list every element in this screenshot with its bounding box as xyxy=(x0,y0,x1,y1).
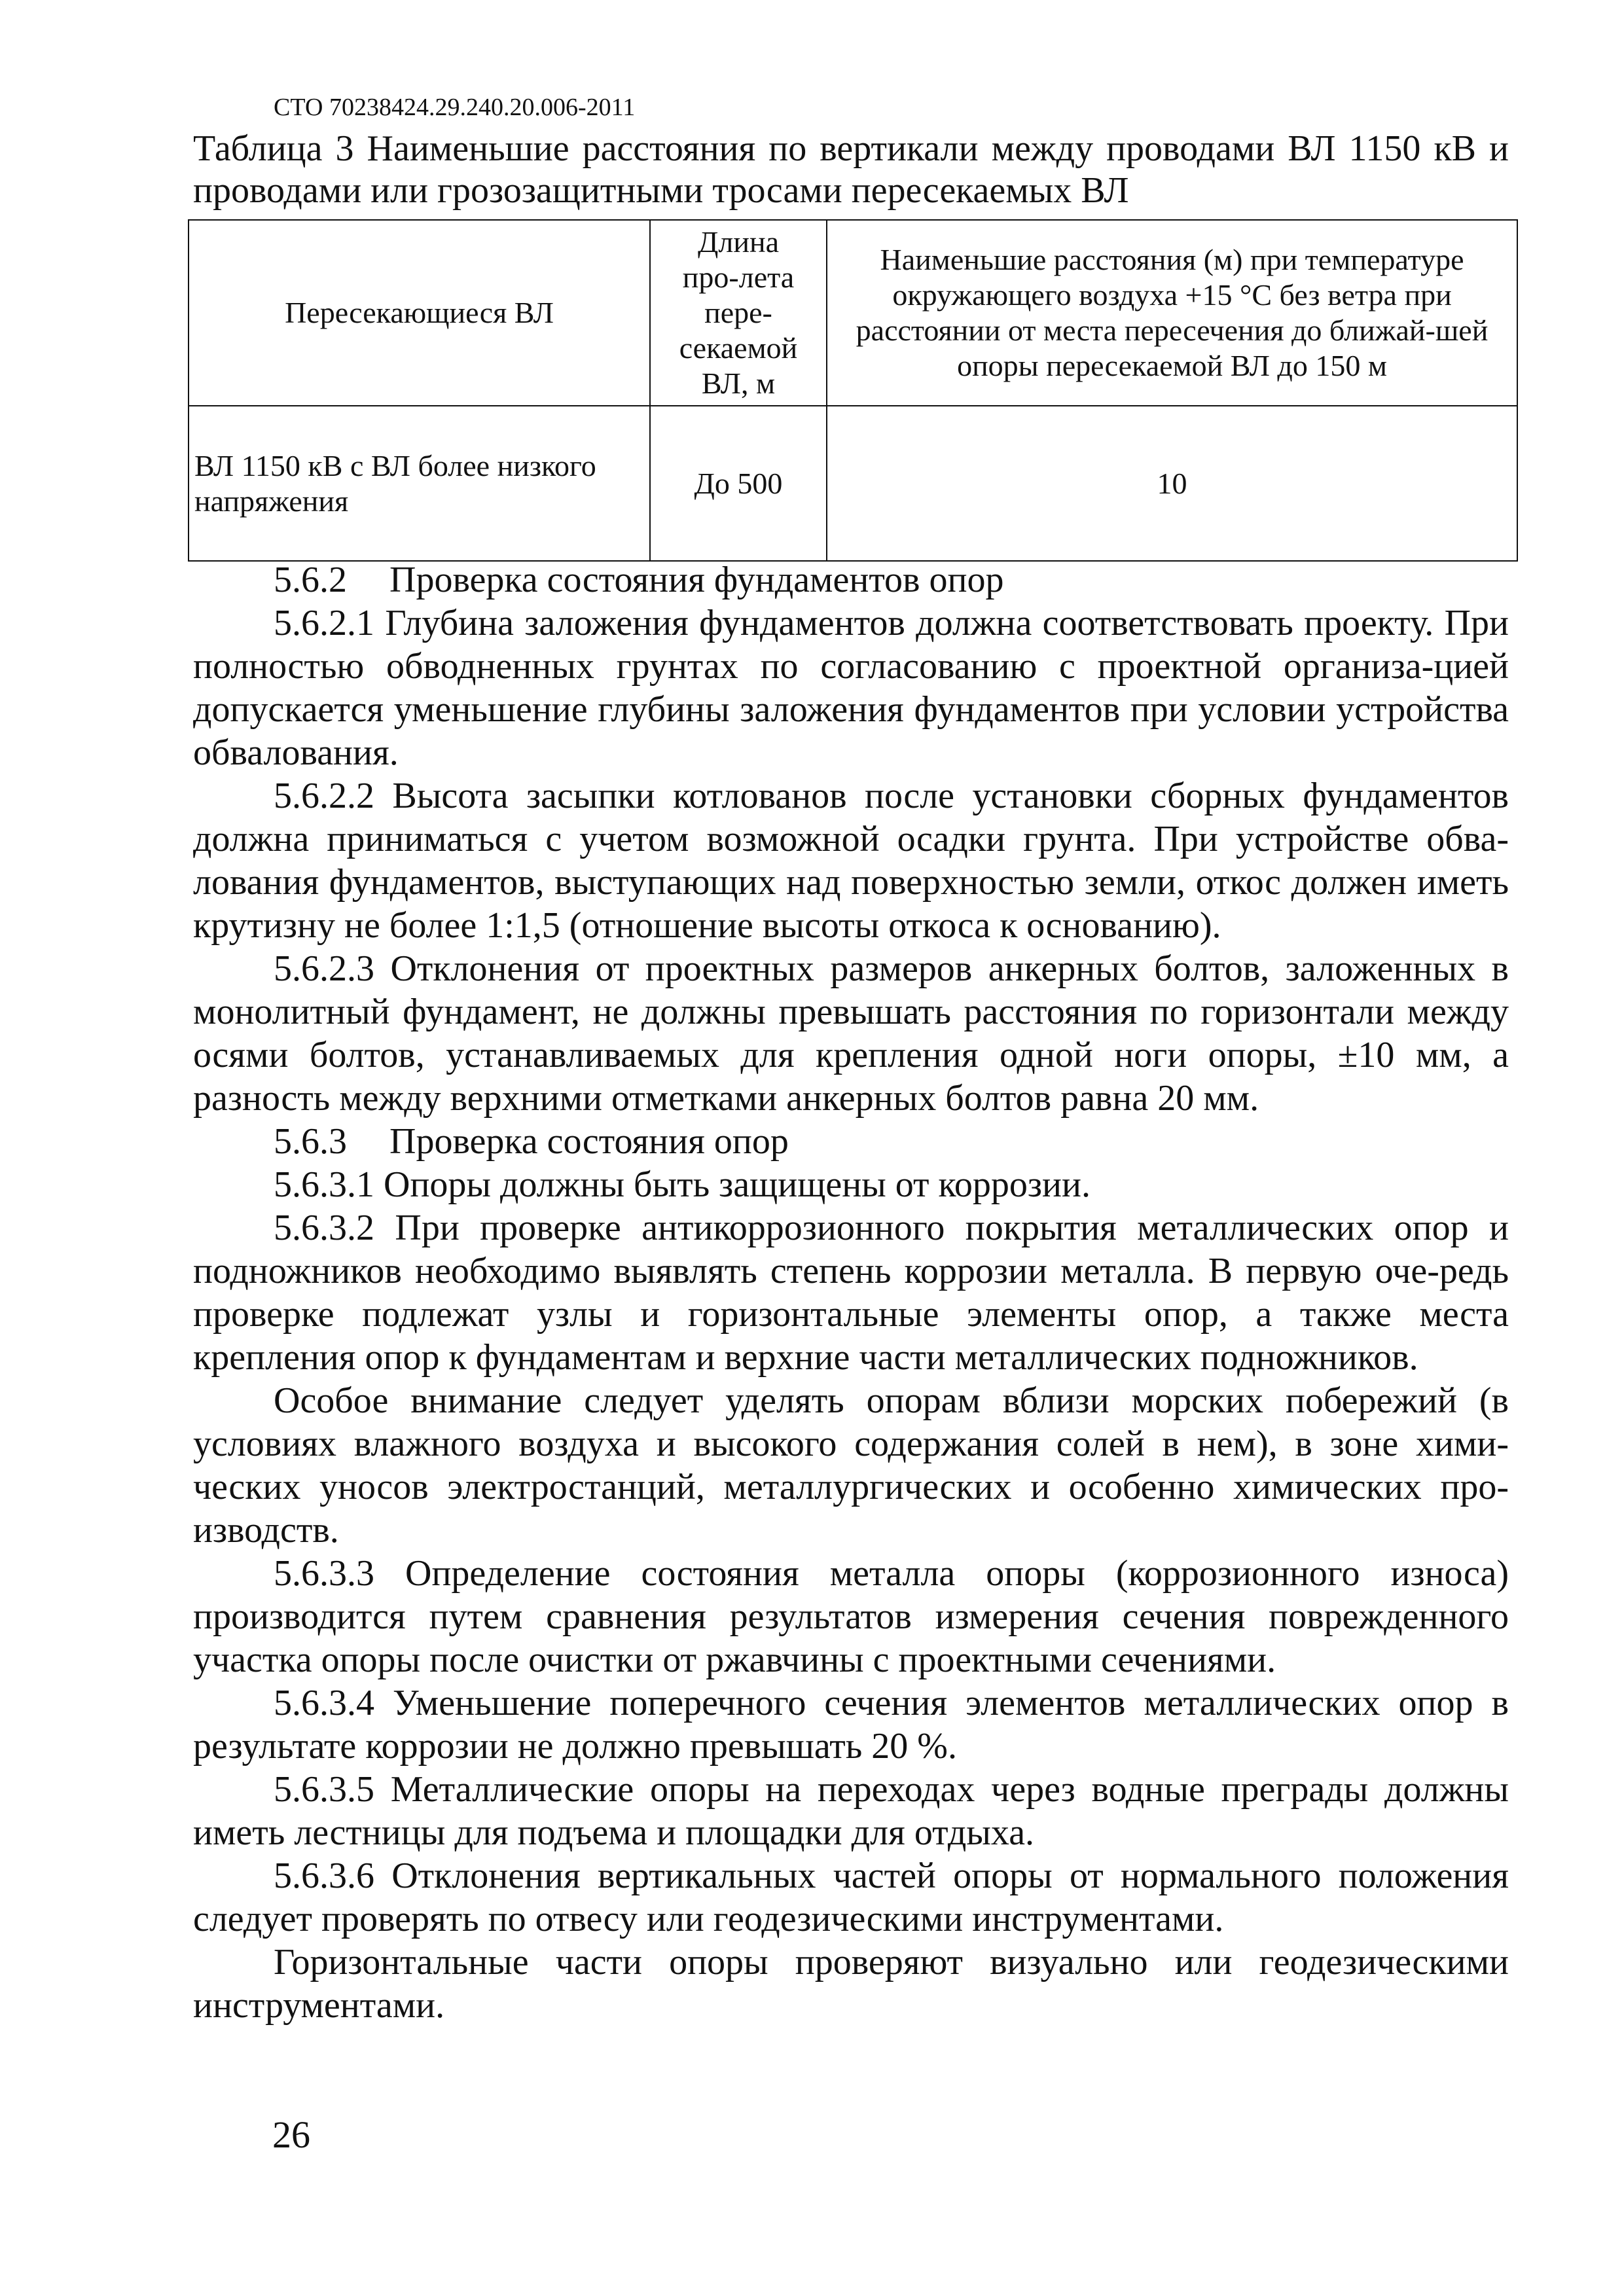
column-header-min-distance-text: Наименьшие расстояния (м) при температуре окружающего воздуха +15 °С без ветра при расстоянии от места пересечения до ближай-шей опоры пересекаемой ВЛ до 150 м xyxy=(856,243,1489,382)
column-header-lines: Пересекающиеся ВЛ xyxy=(189,220,650,406)
paragraph-5-6-2-3: 5.6.2.3 Отклонения от проектных размеров анкерных болтов, заложенных в монолитный фундамент, не должны превышать расстояния по горизонтали между осями болтов, устанавливаемых для крепления одной ноги опоры, ±10 мм, а разность между верхними отметками анкерных болтов равна 20 мм. xyxy=(193,948,1509,1119)
section-heading-5-6-3 xyxy=(193,1120,1509,1163)
paragraph-special-attention: Особое внимание следует уделять опорам вблизи морских побережий (в условиях влажного воздуха и высокого содержания солей в нем), в зоне хими-ческих уносов электростанций, металлургических и особенно химических про-изводств. xyxy=(193,1380,1509,1551)
paragraph-horizontal-parts: Горизонтальные части опоры проверяют визуально или геодезическими инструментами. xyxy=(193,1942,1509,2026)
paragraph-5-6-3-4: 5.6.3.4 Уменьшение поперечного сечения элементов металлических опор в результате коррозии не должно превышать 20 %. xyxy=(193,1683,1509,1767)
paragraph-5-6-2-1: 5.6.2.1 Глубина заложения фундаментов должна соответствовать проекту. При полностью обводненных грунтах по согласованию с проектной организа-цией допускается уменьшение глубины заложения фундаментов при условии устройства обвалования. xyxy=(193,603,1509,773)
table-row xyxy=(189,406,1517,561)
section-number: 5.6.3 xyxy=(274,1121,347,1162)
section-heading-5-6-2 xyxy=(193,558,1509,601)
column-header-span-length xyxy=(650,220,827,406)
document-code: СТО 70238424.29.240.20.006-2011 xyxy=(274,94,636,121)
paragraph-5-6-3-5: 5.6.3.5 Металлические опоры на переходах через водные преграды должны иметь лестницы для подъема и площадки для отдыха. xyxy=(193,1769,1509,1853)
table-header-row xyxy=(189,220,1517,406)
section-title: Проверка состояния фундаментов опор xyxy=(389,560,1004,600)
distance-table xyxy=(188,219,1518,562)
paragraph-5-6-2-2: 5.6.2.2 Высота засыпки котлованов после установки сборных фундаментов должна приниматься с учетом возможной осадки грунта. При устройстве обва-лования фундаментов, выступающих над поверхностью земли, откос должен иметь крутизну не более 1:1,5 (отношение высоты откоса к основанию). xyxy=(193,776,1509,946)
paragraph-5-6-3-3: 5.6.3.3 Определение состояния металла опоры (коррозионного износа) производится путем сравнения результатов измерения сечения поврежденного участка опоры после очистки от ржавчины с проектными сечениями. xyxy=(193,1553,1509,1680)
column-header-span-length-text: Длина про-лета пере-секаемой ВЛ, м xyxy=(679,225,798,400)
paragraph-5-6-3-1: 5.6.3.1 Опоры должны быть защищены от коррозии. xyxy=(274,1164,1091,1205)
paragraph-5-6-3-2: 5.6.3.2 При проверке антикоррозионного покрытия металлических опор и подножников необходимо выявлять степень коррозии металла. В первую оче-редь проверке подлежат узлы и горизонтальные элементы опор, а также места крепления опор к фундаментам и верхние части металлических подножников. xyxy=(193,1208,1509,1378)
cell-min-distance: 10 xyxy=(827,406,1517,561)
column-header-min-distance xyxy=(827,220,1517,406)
cell-span-length: До 500 xyxy=(650,406,827,561)
cell-crossing-lines: ВЛ 1150 кВ с ВЛ более низкого напряжения xyxy=(189,406,650,561)
section-title: Проверка состояния опор xyxy=(389,1121,789,1162)
section-number: 5.6.2 xyxy=(274,560,347,600)
table-caption: Таблица 3 Наименьшие расстояния по вертикали между проводами ВЛ 1150 кВ и проводами или грозозащитными тросами пересекаемых ВЛ xyxy=(193,128,1509,211)
page-number: 26 xyxy=(272,2113,310,2156)
paragraph-5-6-3-6: 5.6.3.6 Отклонения вертикальных частей опоры от нормального положения следует проверять по отвесу или геодезическими инструментами. xyxy=(193,1856,1509,1939)
body-text xyxy=(193,558,1509,2027)
